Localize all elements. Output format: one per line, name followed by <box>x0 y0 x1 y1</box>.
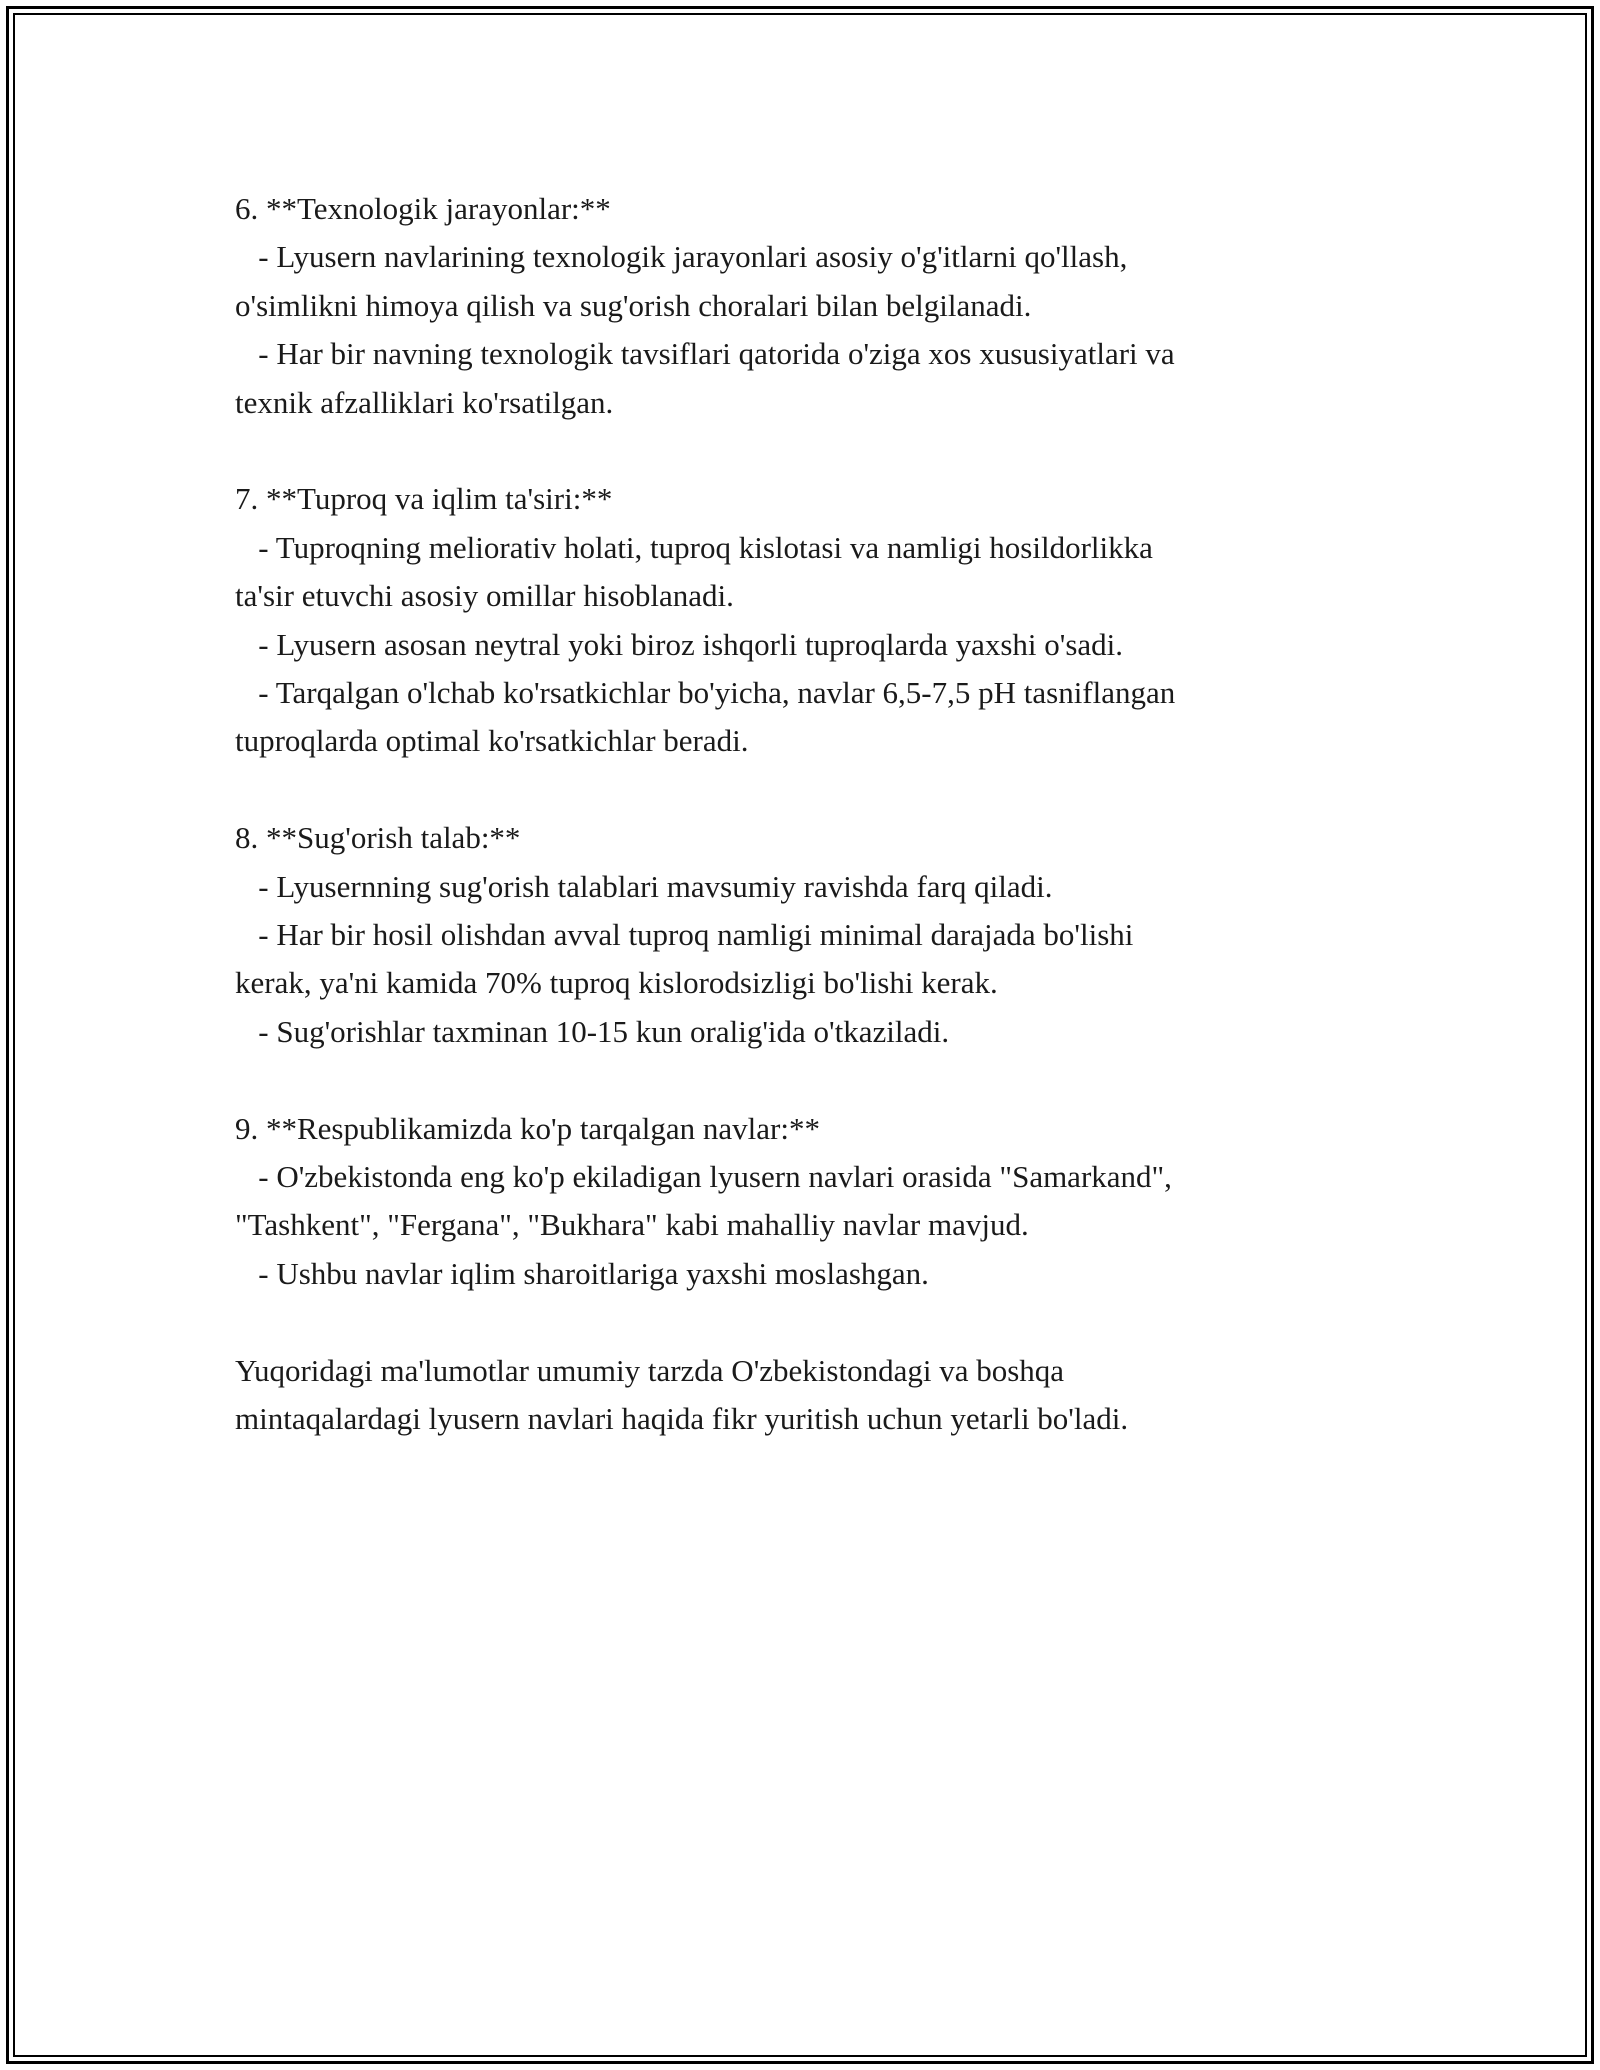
section-conclusion <box>235 1347 1415 1444</box>
section-irrigation <box>235 814 1415 1056</box>
text-line: - O'zbekistonda eng ko'p ekiladigan lyusern navlari orasida "Samarkand", <box>235 1159 1172 1195</box>
text-line: - Tuproqning meliorativ holati, tuproq kislotasi va namligi hosildorlikka <box>235 529 1153 565</box>
text-line: - Tarqalgan o'lchab ko'rsatkichlar bo'yicha, navlar 6,5-7,5 pH tasniflangan <box>235 675 1176 711</box>
section-heading: 8. **Sug'orish talab:** <box>235 820 521 856</box>
section-soil-climate <box>235 475 1415 765</box>
text-line: Yuqoridagi ma'lumotlar umumiy tarzda O'zbekistondagi va boshqa <box>235 1352 1065 1388</box>
text-line: tuproqlarda optimal ko'rsatkichlar beradi. <box>235 723 749 759</box>
text-line: - Sug'orishlar taxminan 10-15 kun oralig'ida o'tkaziladi. <box>235 1013 950 1049</box>
text-line: - Ushbu navlar iqlim sharoitlariga yaxshi moslashgan. <box>235 1255 929 1291</box>
text-line: o'simlikni himoya qilish va sug'orish choralari bilan belgilanadi. <box>235 287 1032 323</box>
text-line: "Tashkent", "Fergana", "Bukhara" kabi mahalliy navlar mavjud. <box>235 1207 1029 1243</box>
text-line: - Lyusern asosan neytral yoki biroz ishqorli tuproqlarda yaxshi o'sadi. <box>235 626 1124 662</box>
section-technological-processes <box>235 185 1415 427</box>
text-line: texnik afzalliklari ko'rsatilgan. <box>235 384 614 420</box>
text-line: ta'sir etuvchi asosiy omillar hisoblanadi. <box>235 578 734 614</box>
text-line: kerak, ya'ni kamida 70% tuproq kislorodsizligi bo'lishi kerak. <box>235 965 998 1001</box>
text-line: - Lyusernning sug'orish talablari mavsumiy ravishda farq qiladi. <box>235 868 1053 904</box>
text-line: - Har bir navning texnologik tavsiflari qatorida o'ziga xos xususiyatlari va <box>235 336 1175 372</box>
section-heading: 7. **Tuproq va iqlim ta'siri:** <box>235 481 613 517</box>
section-heading: 6. **Texnologik jarayonlar:** <box>235 191 611 226</box>
text-line: mintaqalardagi lyusern navlari haqida fikr yuritish uchun yetarli bo'ladi. <box>235 1401 1129 1437</box>
section-heading: 9. **Respublikamizda ko'p tarqalgan navlar:** <box>235 1110 820 1146</box>
text-line: - Har bir hosil olishdan avval tuproq namligi minimal darajada bo'lishi <box>235 917 1134 953</box>
document-body <box>235 185 1415 1492</box>
text-line: - Lyusern navlarining texnologik jarayonlari asosiy o'g'itlarni qo'llash, <box>235 239 1128 275</box>
section-common-varieties <box>235 1105 1415 1299</box>
